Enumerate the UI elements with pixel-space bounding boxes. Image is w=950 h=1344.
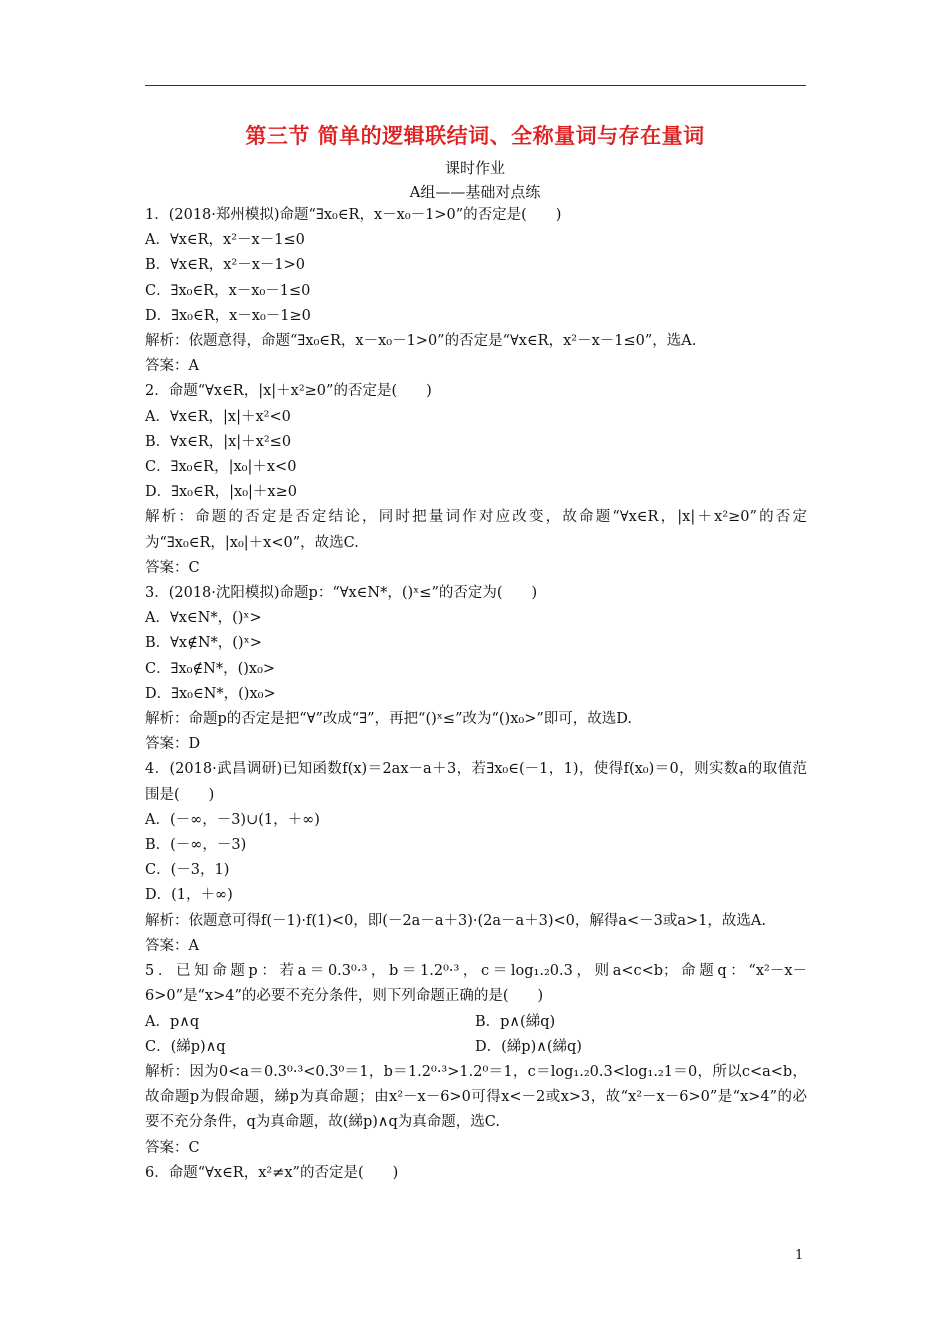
group-heading: A组——基础对点练	[409, 183, 541, 201]
analysis: 解析：依题意得，命题“∃x₀∈R，x－x₀－1>0”的否定是“∀x∈R，x²－x－1≤0”，选A.	[145, 333, 697, 350]
subtitle: 课时作业	[444, 159, 505, 177]
answer: 答案：A	[145, 358, 199, 375]
option-b: B．∀x∉N*，()ˣ>	[145, 635, 262, 652]
option-d: D．∃x₀∈R，|x₀|＋x≥0	[145, 484, 297, 501]
option-c: C．∃x₀∈R，x－x₀－1≤0	[145, 282, 311, 299]
option-b: B．p∧(綈q)	[475, 1013, 556, 1030]
option-b: B．∀x∈R，x²－x－1>0	[145, 257, 306, 274]
document-body	[145, 203, 807, 1186]
option-c: C．∃x₀∉N*，()x₀>	[145, 660, 276, 677]
option-c: C．(綈p)∧q	[145, 1038, 226, 1055]
analysis: 解析：命题p的否定是把“∀”改成“∃”，再把“()ˣ≤”改为“()x₀>”即可，故选D.	[145, 711, 632, 728]
option-a: A．p∧q	[145, 1013, 200, 1030]
question-3: 3．(2018·沈阳模拟)命题p：“∀x∈N*，()ˣ≤”的否定为( )	[145, 585, 538, 602]
answer: 答案：D	[145, 736, 201, 753]
option-a: A．(－∞，－3)∪(1，＋∞)	[145, 811, 320, 828]
option-b: B．(－∞，－3)	[145, 837, 247, 854]
option-c: C．∃x₀∈R，|x₀|＋x<0	[145, 459, 297, 476]
option-c: C．(－3，1)	[145, 862, 230, 879]
question-2: 2．命题“∀x∈R，|x|＋x²≥0”的否定是( )	[145, 383, 432, 400]
analysis: 解析：命题的否定是否定结论，同时把量词作对应改变，故命题“∀x∈R，|x|＋x²≥0”的否定为“∃x₀∈R，|x₀|＋x<0”，故选C.	[145, 509, 807, 551]
question-1: 1．(2018·郑州模拟)命题“∃x₀∈R，x－x₀－1>0”的否定是( )	[145, 207, 562, 223]
analysis: 解析：依题意可得f(－1)·f(1)<0，即(－2a－a＋3)·(2a－a＋3)<0，解得a<－3或a>1，故选A.	[145, 912, 767, 929]
section-title: 第三节 简单的逻辑联结词、全称量词与存在量词	[245, 123, 705, 148]
option-d: D．∃x₀∈R，x－x₀－1≥0	[145, 307, 311, 324]
option-d: D．∃x₀∈N*，()x₀>	[145, 685, 276, 702]
option-a: A．∀x∈R，x²－x－1≤0	[145, 232, 305, 249]
answer: 答案：C	[145, 1139, 200, 1156]
option-d: D．(1，＋∞)	[145, 887, 233, 904]
option-d: D．(綈p)∧(綈q)	[475, 1038, 582, 1055]
page-number: 1	[795, 1248, 804, 1263]
option-b: B．∀x∈R，|x|＋x²≤0	[145, 433, 292, 450]
option-row	[145, 1010, 807, 1035]
option-a: A．∀x∈N*，()ˣ>	[145, 610, 262, 627]
answer: 答案：A	[145, 937, 199, 954]
question-4: 4．(2018·武昌调研)已知函数f(x)＝2ax－a＋3，若∃x₀∈(－1，1)，使得f(x₀)＝0，则实数a的取值范围是( )	[145, 761, 807, 803]
option-a: A．∀x∈R，|x|＋x²<0	[145, 408, 291, 425]
answer: 答案：C	[145, 559, 200, 576]
analysis: 解析：因为0<a＝0.3⁰·³<0.3⁰＝1，b＝1.2⁰·³>1.2⁰＝1，c＝log₁.₂0.3<log₁.₂1＝0，所以c<a<b，故命题p为假命题，綈p为真命题；由x²－x－6>0可得x<－2或x>3，故“x²－x－6>0”是“x>4”的必要不充分条件，q为真命题，故(綈p)∧q为真命题，选C.	[145, 1063, 807, 1131]
option-row	[145, 1035, 807, 1060]
question-6: 6．命题“∀x∈R，x²≠x”的否定是( )	[145, 1164, 399, 1181]
question-5: 5．已知命题p：若a＝0.3⁰·³，b＝1.2⁰·³，c＝log₁.₂0.3，则a<c<b；命题q：“x²－x－6>0”是“x>4”的必要不充分条件，则下列命题正确的是( )	[145, 963, 807, 1005]
header-rule	[145, 85, 806, 86]
